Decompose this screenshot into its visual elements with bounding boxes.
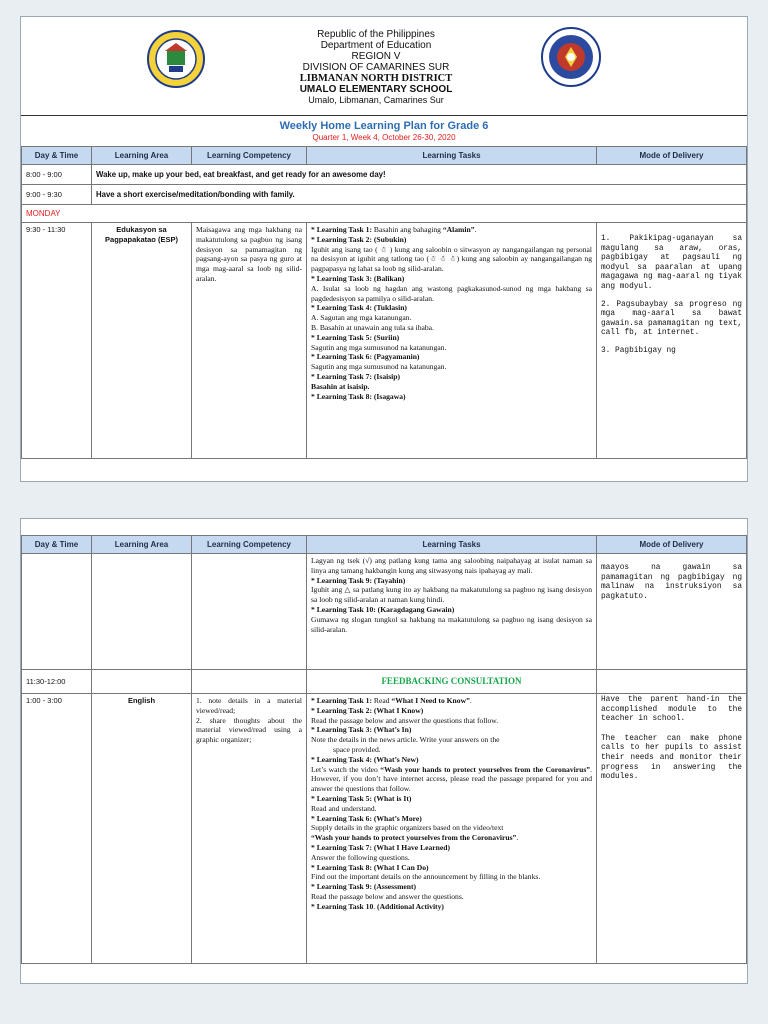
- task-line: [311, 872, 592, 882]
- competency-item: 1. note details in a material viewed/read;: [196, 696, 302, 715]
- task-text: Lagyan ng tsek (√) ang patlang kung tama ang saloobing naipahayag at isulat naman sa linya ang tamang hakbangin kung ang sitwasyong nais ipahayag ay mali.: [311, 556, 592, 575]
- task-text: Iguhit ang isang tao ( ☃ ) kung ang saloobin o sitwasyon ay nangangailangan ng personal na desisyon at iguhit ang tatlong tao (☃ ☃ ☃) kung ang saloobin ay nangangailangan ng pagpapasya ng lahat sa loob ng silid-aralan.: [311, 244, 592, 274]
- task-line: [311, 706, 592, 716]
- col-header-delivery: Mode of Delivery: [597, 536, 747, 554]
- learning-area-cell: Edukasyon sa Pagpapakatao (ESP): [92, 223, 192, 459]
- task-text: Note the details in the news article. Write your answers on the: [311, 735, 500, 745]
- table-row: [22, 205, 747, 223]
- task-text: Sagutin ang mga sumusunod na katanungan.: [311, 362, 447, 372]
- col-header-tasks: Learning Tasks: [307, 536, 597, 554]
- task-line: [311, 863, 592, 873]
- delivery-cell: [597, 223, 747, 459]
- task-label: * Learning Task 8: (What I Can Do): [311, 862, 429, 872]
- feedback-label: FEEDBACKING CONSULTATION: [307, 670, 597, 694]
- col-header-competency: Learning Competency: [192, 147, 307, 165]
- task-text: space provided.: [333, 744, 381, 754]
- task-text-tail: . However, if you don’t have internet access, please read the passage prepared for you and answer the questions that follow.: [311, 764, 592, 794]
- delivery-paragraph: 3. Pagbibigay ng: [601, 346, 676, 355]
- time-cell: 9:30 - 11:30: [22, 223, 92, 459]
- task-text-tail: .: [474, 225, 477, 234]
- task-line: [311, 755, 592, 765]
- delivery-paragraph: 2. Pagsubaybay sa progreso ng mga mag-aaral sa bawat gawain.sa pamamagitan ng text, call fb, at internet.: [601, 300, 742, 338]
- col-header-day-time: Day & Time: [22, 147, 92, 165]
- task-line: [311, 323, 592, 333]
- task-label: * Learning Task 2: (What I Know): [311, 705, 424, 715]
- col-header-competency: Learning Competency: [192, 536, 307, 554]
- deped-seal-icon: [541, 27, 601, 87]
- task-line: [311, 382, 592, 392]
- task-label: * Learning Task 2: (Subukin): [311, 234, 407, 244]
- plan-title: Weekly Home Learning Plan for Grade 6: [279, 120, 489, 132]
- col-header-delivery: Mode of Delivery: [597, 147, 747, 165]
- learning-area-cell: [92, 554, 192, 670]
- task-line: [311, 892, 592, 902]
- tasks-cell: [307, 694, 597, 964]
- task-text: Iguhit ang △ sa patlang kung ito ay hakbang na makatutulong sa pagbuo ng isang desisyon sa loob ng silid-aralan at naman kung hindi.: [311, 585, 592, 605]
- task-line: [311, 392, 592, 402]
- table-row: [22, 670, 747, 694]
- task-label: * Learning Task 3: (Balikan): [311, 273, 405, 283]
- task-line: [311, 853, 592, 863]
- school-seal-icon: [147, 29, 205, 89]
- task-label: * Learning Task 5: (What is It): [311, 793, 412, 803]
- task-text: Basahin ang bahaging: [371, 225, 443, 234]
- task-text: A. Isulat sa loob ng hagdan ang wastong pagkakasunod-sunod ng mga hakbang sa pagdedesisyon sa pamilya o silid-aralan.: [311, 283, 592, 303]
- task-label: * Learning Task 1:: [311, 696, 372, 705]
- task-text: Answer the following questions.: [311, 852, 410, 862]
- school-name: UMALO ELEMENTARY SCHOOL: [299, 84, 453, 95]
- table-row: [22, 223, 747, 459]
- task-line: [311, 804, 592, 814]
- competency-item: 2. share thoughts about the material viewed/read using a graphic organizer;: [196, 715, 302, 745]
- task-line: [311, 313, 592, 323]
- task-text: Read the passage below and answer the questions.: [311, 891, 464, 901]
- task-emphasis: “What I Need to Know”: [391, 696, 470, 705]
- task-line: [311, 902, 592, 912]
- routine-cell: Wake up, make up your bed, eat breakfast, and get ready for an awesome day!: [92, 165, 747, 185]
- task-text: Read: [371, 696, 392, 705]
- col-header-tasks: Learning Tasks: [307, 147, 597, 165]
- document-page-2: [20, 518, 748, 984]
- task-line: [311, 333, 592, 343]
- competency-cell: [192, 694, 307, 964]
- task-line: [311, 725, 592, 735]
- learning-area-cell: English: [92, 694, 192, 964]
- task-label: * Learning Task 7: (Isaisip): [311, 371, 401, 381]
- delivery-paragraph: Have the parent hand-in the accomplished module to the teacher in school.: [601, 696, 742, 724]
- delivery-cell: [597, 694, 747, 964]
- task-label: * Learning Task 4: (What’s New): [311, 754, 419, 764]
- task-line: [311, 823, 592, 833]
- time-cell: [22, 554, 92, 670]
- table-row: [22, 694, 747, 964]
- task-text: Read the passage below and answer the questions that follow.: [311, 715, 499, 725]
- routine-cell: Have a short exercise/meditation/bonding with family.: [92, 185, 747, 205]
- delivery-paragraph: The teacher can make phone calls to her pupils to assist their needs and monitor their progress in answering the modules.: [601, 734, 742, 782]
- division-line: DIVISION OF CAMARINES SUR: [302, 62, 450, 73]
- task-line: [311, 814, 592, 824]
- task-label: * Learning Task 8: (Isagawa): [311, 391, 406, 401]
- task-line: [311, 352, 592, 362]
- delivery-paragraph: 1. Pakikipag-uganayan sa magulang sa araw, oras, pagbibigay at pagsauli ng modyul sa paaralan at upang magagawa ng mag-aaral ng tiyak ang modyul.: [601, 235, 742, 291]
- task-label: * Learning Task 4: (Tuklasin): [311, 303, 407, 313]
- task-text: Gumawa ng slogan tungkol sa hakbang na makatutulong sa pagbuo ng isang desisyon sa silid-aralan.: [311, 614, 592, 634]
- department-line: Department of Education: [320, 40, 432, 51]
- task-label: * Learning Task 7: (What I Have Learned): [311, 842, 451, 852]
- delivery-cell: [597, 554, 747, 670]
- col-header-learning-area: Learning Area: [92, 147, 192, 165]
- time-cell: 11:30-12:00: [22, 670, 92, 694]
- delivery-cell: [597, 670, 747, 694]
- task-line: [311, 303, 592, 313]
- task-line: [311, 843, 592, 853]
- task-line: [311, 372, 592, 382]
- tasks-cell: [307, 554, 597, 670]
- task-text: Let’s watch the video: [311, 764, 381, 774]
- task-emphasis: “Wash your hands to protect yourselves from the Coronavirus”: [380, 764, 591, 774]
- task-label: * Learning Task 5: (Suriin): [311, 332, 400, 342]
- task-text-tail: .: [469, 696, 472, 705]
- task-line: [311, 794, 592, 804]
- task-text: Find out the important details on the announcement by filling in the blanks.: [311, 872, 541, 882]
- task-emphasis: “Alamin”: [442, 225, 475, 234]
- school-header: [21, 17, 747, 116]
- task-line: [311, 765, 592, 794]
- competency-cell: [192, 670, 307, 694]
- time-cell: 1:00 - 3:00: [22, 694, 92, 964]
- task-line: [311, 615, 592, 635]
- header-text: [221, 29, 531, 106]
- delivery-paragraph: maayos na gawain sa pamamagitan ng pagbibigay ng malinaw na instruksiyon sa pagkatuto.: [601, 564, 742, 601]
- region-line: REGION V: [351, 51, 401, 62]
- task-line: [311, 245, 592, 274]
- task-label: * Learning Task 10: [311, 901, 374, 911]
- task-text: B. Basahin at unawain ang tula sa ibaba.: [311, 322, 434, 332]
- learning-area-cell: [92, 670, 192, 694]
- task-label: * Learning Task 1:: [311, 225, 372, 234]
- task-text: A. Sagutan ang mga katanungan.: [311, 313, 412, 323]
- task-label: Basahin at isaisip.: [311, 381, 370, 391]
- task-text: Read and understand.: [311, 803, 377, 813]
- task-label: * Learning Task 6: (Pagyamanin): [311, 352, 420, 362]
- task-label: * Learning Task 9: (Assessment): [311, 882, 417, 892]
- tasks-cell: [307, 223, 597, 459]
- document-page-1: [20, 16, 748, 482]
- task-emphasis: (Additional Activity): [377, 901, 444, 911]
- task-line: [311, 284, 592, 304]
- competency-cell: [192, 554, 307, 670]
- task-line: [311, 235, 592, 245]
- task-line: [311, 833, 592, 843]
- task-label: * Learning Task 6: (What’s More): [311, 813, 422, 823]
- school-address: Umalo, Libmanan, Camarines Sur: [308, 95, 444, 105]
- task-line: [311, 882, 592, 892]
- table-row: [22, 554, 747, 670]
- task-emphasis: (Karagdagang Gawain): [375, 604, 455, 614]
- day-label: MONDAY: [22, 205, 747, 223]
- republic-line: Republic of the Philippines: [317, 29, 435, 40]
- task-line: [311, 735, 592, 745]
- task-line: [311, 605, 592, 615]
- task-line: [311, 716, 592, 726]
- table-row: [22, 165, 747, 185]
- competency-cell: Maisagawa ang mga hakbang na makatutulong sa pagbuo ng isang desisyon sa pamamagitan ng pagsang-ayon sa pasya ng guro at mga mag-aaral sa loob ng silid-aralan.: [192, 223, 307, 459]
- task-text: Sagutin ang mga sumusunod na katanungan.: [311, 342, 447, 352]
- col-header-learning-area: Learning Area: [92, 536, 192, 554]
- learning-plan-table: [21, 146, 747, 459]
- task-line: [311, 362, 592, 372]
- task-label: * Learning Task 9: (Tayahin): [311, 575, 406, 585]
- task-label: * Learning Task 10:: [311, 604, 376, 614]
- time-cell: 9:00 - 9:30: [22, 185, 92, 205]
- task-line: [311, 274, 592, 284]
- task-line: [311, 585, 592, 605]
- plan-subtitle: Quarter 1, Week 4, October 26-30, 2020: [312, 133, 456, 142]
- table-header-row: [22, 147, 747, 165]
- time-cell: 8:00 - 9:00: [22, 165, 92, 185]
- task-line: [311, 745, 592, 755]
- task-text: Supply details in the graphic organizers based on the video/text: [311, 823, 504, 833]
- task-text: .: [516, 833, 519, 843]
- task-label: “Wash your hands to protect yourselves from the Coronavirus”: [311, 833, 517, 843]
- table-row: [22, 185, 747, 205]
- task-line: [311, 696, 592, 706]
- task-text: .: [373, 901, 378, 911]
- task-line: [311, 576, 592, 586]
- learning-plan-table-continued: [21, 535, 747, 964]
- col-header-day-time: Day & Time: [22, 536, 92, 554]
- task-line: [311, 343, 592, 353]
- table-header-row: [22, 536, 747, 554]
- task-line: [311, 225, 592, 235]
- district-line: LIBMANAN NORTH DISTRICT: [299, 73, 453, 84]
- task-line: [311, 556, 592, 576]
- task-label: * Learning Task 3: (What’s In): [311, 725, 412, 735]
